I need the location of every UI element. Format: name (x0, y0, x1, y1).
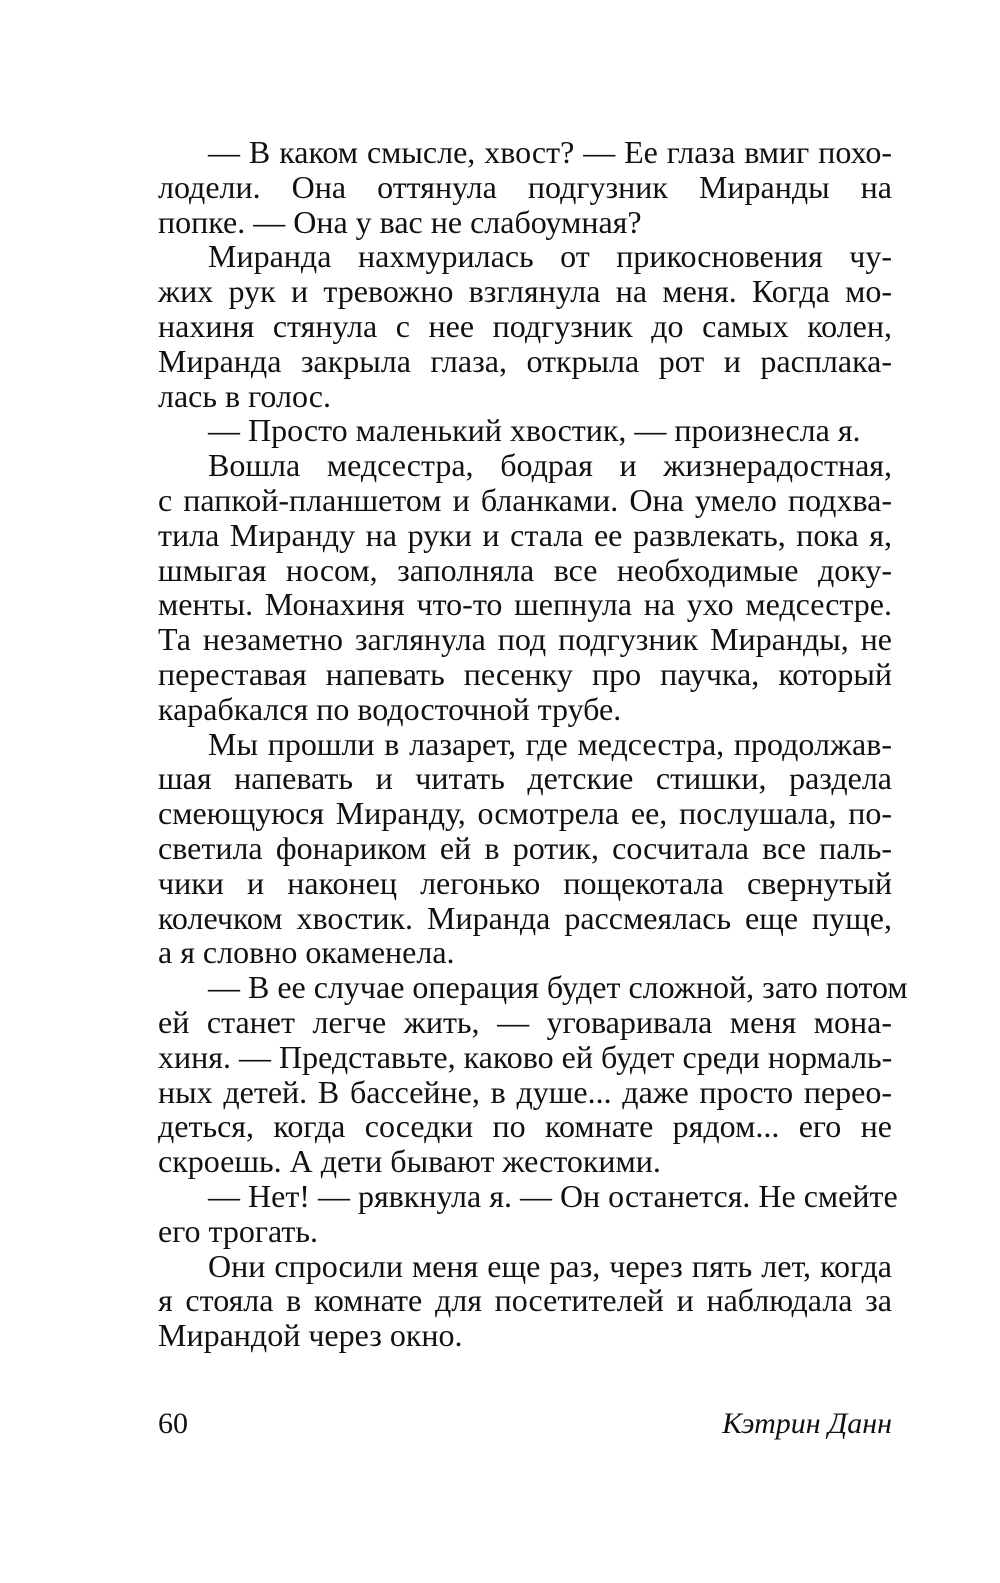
page-footer (158, 1404, 892, 1444)
text-line: ей станет легче жить, — уговаривала меня мона- (158, 1003, 892, 1040)
paragraph (158, 1249, 892, 1353)
text-line: с папкой-планшетом и бланками. Она умело подхва- (158, 481, 892, 518)
text-line: тила Миранду на руки и стала ее развлекать, пока я, (158, 516, 892, 553)
text-line: скроешь. А дети бывают жестокими. (158, 1143, 661, 1180)
text-line: жих рук и тревожно взглянула на меня. Когда мо- (158, 273, 892, 310)
text-line: лась в голос. (158, 377, 331, 414)
text-line: Миранда нахмурилась от прикосновения чу- (208, 238, 892, 275)
text-line: Вошла медсестра, бодрая и жизнерадостная, (208, 447, 892, 484)
text-line: — Нет! — рявкнула я. — Он останется. Не смейте (208, 1177, 898, 1214)
text-line: Мы прошли в лазарет, где медсестра, продолжав- (208, 725, 892, 762)
text-line: шмыгая носом, заполняла все необходимые доку- (158, 551, 892, 588)
paragraph (158, 135, 892, 239)
text-line: я стояла в комнате для посетителей и наблюдала за (158, 1282, 892, 1319)
paragraph (158, 969, 908, 1180)
text-line: карабкался по водосточной трубе. (158, 690, 622, 727)
text-line: — Просто маленький хвостик, — произнесла я. (208, 412, 861, 449)
text-line: деться, когда соседки по комнате рядом... его не (158, 1108, 892, 1145)
text-line: Та незаметно заглянула под подгузник Миранды, не (158, 621, 892, 658)
text-line: чики и наконец легонько пощекотала свернутый (158, 864, 892, 901)
paragraph (158, 413, 892, 448)
paragraph (158, 239, 892, 413)
text-line: — В ее случае операция будет сложной, зато потом (208, 969, 908, 1006)
text-line: нахиня стянула с нее подгузник до самых колен, (158, 307, 892, 344)
text-line: шая напевать и читать детские стишки, раздела (158, 760, 892, 797)
text-line: менты. Монахиня что-то шепнула на ухо медсестре. (158, 586, 892, 623)
text-line: Мирандой через окно. (158, 1317, 463, 1354)
paragraph (158, 448, 892, 726)
text-line: — В каком смысле, хвост? — Ее глаза вмиг похо- (208, 134, 892, 170)
book-page-text (158, 134, 908, 1354)
running-footer-author: Кэтрин Данн (722, 1407, 892, 1440)
text-line: ных детей. В бассейне, в душе... даже просто перео- (158, 1073, 892, 1110)
text-line: переставая напевать песенку про паучка, который (158, 655, 892, 692)
page-number: 60 (158, 1407, 188, 1440)
text-line: колечком хвостик. Миранда рассмеялась еще пуще, (158, 899, 892, 936)
text-line: а я словно окаменела. (158, 934, 455, 971)
text-line: Миранда закрыла глаза, открыла рот и расплака- (158, 342, 892, 379)
text-line: лодели. Она оттянула подгузник Миранды на (158, 168, 892, 205)
text-line: его трогать. (158, 1212, 318, 1249)
text-line: хиня. — Представьте, каково ей будет среди нормаль- (158, 1038, 893, 1075)
text-line: смеющуюся Миранду, осмотрела ее, послушала, по- (158, 795, 892, 832)
text-line: Они спросили меня еще раз, через пять лет, когда (208, 1247, 892, 1284)
paragraph (158, 727, 892, 971)
paragraph (158, 1177, 898, 1249)
text-line: светила фонариком ей в ротик, сосчитала все паль- (158, 829, 892, 866)
text-line: попке. — Она у вас не слабоумная? (158, 203, 642, 240)
